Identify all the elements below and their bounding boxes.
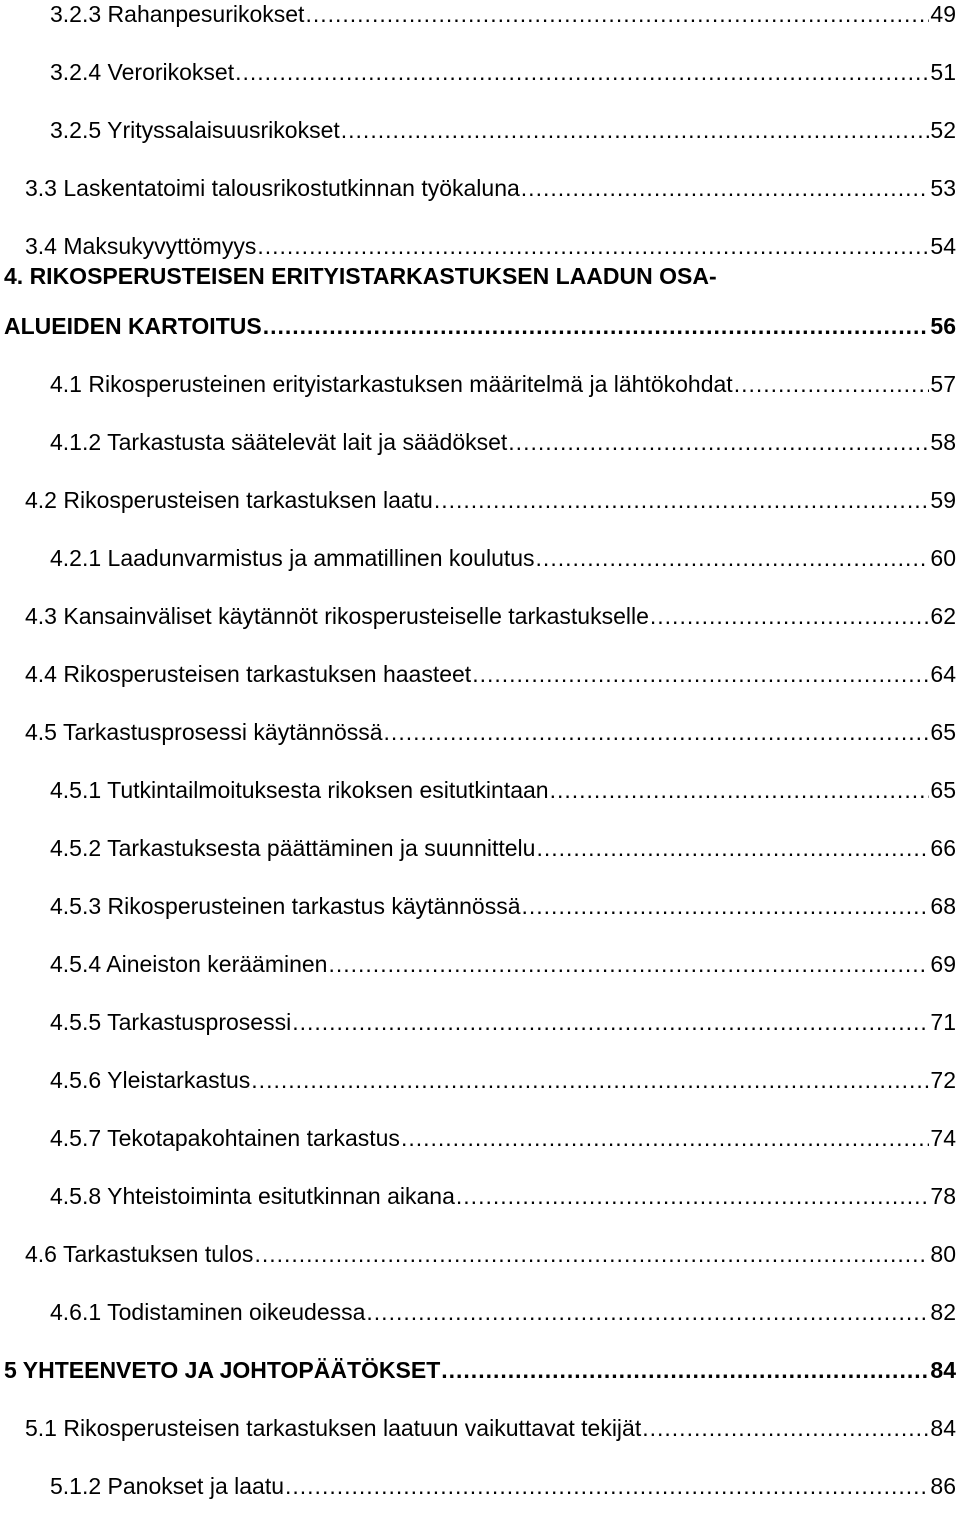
toc-entry[interactable] bbox=[50, 108, 956, 144]
toc-entry-label: 4.6 Tarkastuksen tulos bbox=[25, 1241, 254, 1267]
toc-entry-label: 3.2.4 Verorikokset bbox=[50, 59, 235, 85]
dot-leader bbox=[366, 1298, 929, 1326]
toc-entry-label: 4.1.2 Tarkastusta säätelevät lait ja säädökset bbox=[50, 429, 508, 455]
toc-entry[interactable] bbox=[25, 652, 956, 688]
toc-entry-label: 3.4 Maksukyvyttömyys bbox=[25, 233, 257, 259]
toc-entry[interactable] bbox=[50, 942, 956, 978]
toc-entry[interactable] bbox=[25, 710, 956, 746]
dot-leader bbox=[257, 232, 929, 260]
toc-entry-page: 69 bbox=[930, 951, 956, 977]
dot-leader bbox=[328, 950, 929, 978]
toc-entry-page: 49 bbox=[930, 1, 956, 27]
toc-entry-label: 5.1.2 Panokset ja laatu bbox=[50, 1473, 284, 1499]
toc-entry[interactable] bbox=[25, 1406, 956, 1442]
toc-entry[interactable] bbox=[50, 1116, 956, 1152]
dot-leader bbox=[536, 834, 929, 862]
dot-leader bbox=[251, 1066, 929, 1094]
toc-entry-page: 60 bbox=[930, 545, 956, 571]
dot-leader bbox=[441, 1356, 929, 1384]
toc-entry[interactable] bbox=[50, 1058, 956, 1094]
dot-leader bbox=[263, 312, 930, 340]
toc-entry-page: 84 bbox=[930, 1415, 956, 1441]
toc-entry-page: 74 bbox=[930, 1125, 956, 1151]
dot-leader bbox=[341, 116, 930, 144]
toc-entry-page: 68 bbox=[930, 893, 956, 919]
dot-leader bbox=[254, 1240, 929, 1268]
toc-entry-page: 56 bbox=[930, 313, 956, 339]
toc-entry-page: 58 bbox=[930, 429, 956, 455]
toc-entry[interactable] bbox=[50, 1290, 956, 1326]
toc-entry-page: 51 bbox=[930, 59, 956, 85]
dot-leader bbox=[285, 1472, 929, 1500]
dot-leader bbox=[550, 776, 930, 804]
toc-entry[interactable] bbox=[25, 1232, 956, 1268]
toc-entry[interactable] bbox=[50, 768, 956, 804]
toc-entry-page: 57 bbox=[930, 371, 956, 397]
toc-chapter-entry[interactable] bbox=[4, 304, 956, 340]
toc-entry-page: 84 bbox=[930, 1357, 956, 1383]
dot-leader bbox=[305, 0, 929, 28]
toc-entry-label: 4.5.8 Yhteistoiminta esitutkinnan aikana bbox=[50, 1183, 455, 1209]
toc-entry[interactable] bbox=[50, 1000, 956, 1036]
toc-entry-label: 4.6.1 Todistaminen oikeudessa bbox=[50, 1299, 366, 1325]
toc-entry-label: ALUEIDEN KARTOITUS bbox=[4, 313, 262, 339]
toc-entry[interactable] bbox=[25, 224, 956, 260]
toc-chapter-heading-line1: 4. RIKOSPERUSTEISEN ERITYISTARKASTUKSEN LAADUN OSA- bbox=[4, 263, 717, 289]
toc-entry-label: 4.5.5 Tarkastusprosessi bbox=[50, 1009, 292, 1035]
toc-chapter-entry[interactable] bbox=[4, 1348, 956, 1384]
toc-entry[interactable] bbox=[25, 166, 956, 202]
dot-leader bbox=[456, 1182, 930, 1210]
toc-entry[interactable] bbox=[50, 420, 956, 456]
toc-entry[interactable] bbox=[50, 536, 956, 572]
dot-leader bbox=[650, 602, 930, 630]
toc-entry-label: 5.1 Rikosperusteisen tarkastuksen laatuun vaikuttavat tekijät bbox=[25, 1415, 642, 1441]
dot-leader bbox=[521, 174, 930, 202]
toc-entry-label: 4.5.2 Tarkastuksesta päättäminen ja suunnittelu bbox=[50, 835, 536, 861]
toc-entry-label: 3.2.5 Yrityssalaisuusrikokset bbox=[50, 117, 340, 143]
toc-entry-label: 4.5 Tarkastusprosessi käytännössä bbox=[25, 719, 383, 745]
dot-leader bbox=[292, 1008, 929, 1036]
toc-entry-page: 86 bbox=[930, 1473, 956, 1499]
toc-entry-label: 4.3 Kansainväliset käytännöt rikosperusteiselle tarkastukselle bbox=[25, 603, 649, 629]
toc-entry-label: 4.5.1 Tutkintailmoituksesta rikoksen esitutkintaan bbox=[50, 777, 549, 803]
dot-leader bbox=[472, 660, 929, 688]
dot-leader bbox=[642, 1414, 929, 1442]
toc-entry-label: 3.3 Laskentatoimi talousrikostutkinnan työkaluna bbox=[25, 175, 520, 201]
toc-entry-page: 82 bbox=[930, 1299, 956, 1325]
toc-entry[interactable] bbox=[50, 50, 956, 86]
toc-entry-page: 54 bbox=[930, 233, 956, 259]
toc-entry-page: 78 bbox=[930, 1183, 956, 1209]
toc-entry-page: 71 bbox=[930, 1009, 956, 1035]
dot-leader bbox=[434, 486, 930, 514]
toc-entry[interactable] bbox=[50, 826, 956, 862]
toc-entry-label: 4.5.4 Aineiston kerääminen bbox=[50, 951, 328, 977]
toc-entry-page: 72 bbox=[930, 1067, 956, 1093]
toc-entry-page: 64 bbox=[930, 661, 956, 687]
dot-leader bbox=[734, 370, 930, 398]
toc-entry-page: 65 bbox=[930, 777, 956, 803]
toc-entry[interactable] bbox=[50, 1174, 956, 1210]
toc-entry-label: 4.4 Rikosperusteisen tarkastuksen haasteet bbox=[25, 661, 472, 687]
dot-leader bbox=[384, 718, 930, 746]
toc-entry-page: 66 bbox=[930, 835, 956, 861]
toc-entry-label: 4.2.1 Laadunvarmistus ja ammatillinen koulutus bbox=[50, 545, 535, 571]
toc-entry-label: 4.2 Rikosperusteisen tarkastuksen laatu bbox=[25, 487, 433, 513]
toc-entry-page: 53 bbox=[930, 175, 956, 201]
dot-leader bbox=[522, 892, 930, 920]
toc-entry-page: 80 bbox=[930, 1241, 956, 1267]
toc-entry[interactable] bbox=[50, 1464, 956, 1500]
toc-entry-page: 59 bbox=[930, 487, 956, 513]
toc-entry[interactable] bbox=[25, 594, 956, 630]
toc-entry-label: 4.5.6 Yleistarkastus bbox=[50, 1067, 251, 1093]
toc-entry[interactable] bbox=[50, 0, 956, 28]
dot-leader bbox=[235, 58, 929, 86]
toc-entry-label: 4.5.3 Rikosperusteinen tarkastus käytännössä bbox=[50, 893, 521, 919]
toc-entry-page: 62 bbox=[930, 603, 956, 629]
toc-entry-label: 4.1 Rikosperusteinen erityistarkastuksen määritelmä ja lähtökohdat bbox=[50, 371, 733, 397]
toc-entry[interactable] bbox=[25, 478, 956, 514]
toc-entry[interactable] bbox=[50, 362, 956, 398]
toc-entry-page: 65 bbox=[930, 719, 956, 745]
toc-entry-label: 5 YHTEENVETO JA JOHTOPÄÄTÖKSET bbox=[4, 1357, 441, 1383]
dot-leader bbox=[401, 1124, 929, 1152]
dot-leader bbox=[508, 428, 929, 456]
toc-entry-page: 52 bbox=[930, 117, 956, 143]
dot-leader bbox=[536, 544, 930, 572]
toc-entry-label: 4.5.7 Tekotapakohtainen tarkastus bbox=[50, 1125, 400, 1151]
toc-entry[interactable] bbox=[50, 884, 956, 920]
toc-entry-label: 3.2.3 Rahanpesurikokset bbox=[50, 1, 305, 27]
